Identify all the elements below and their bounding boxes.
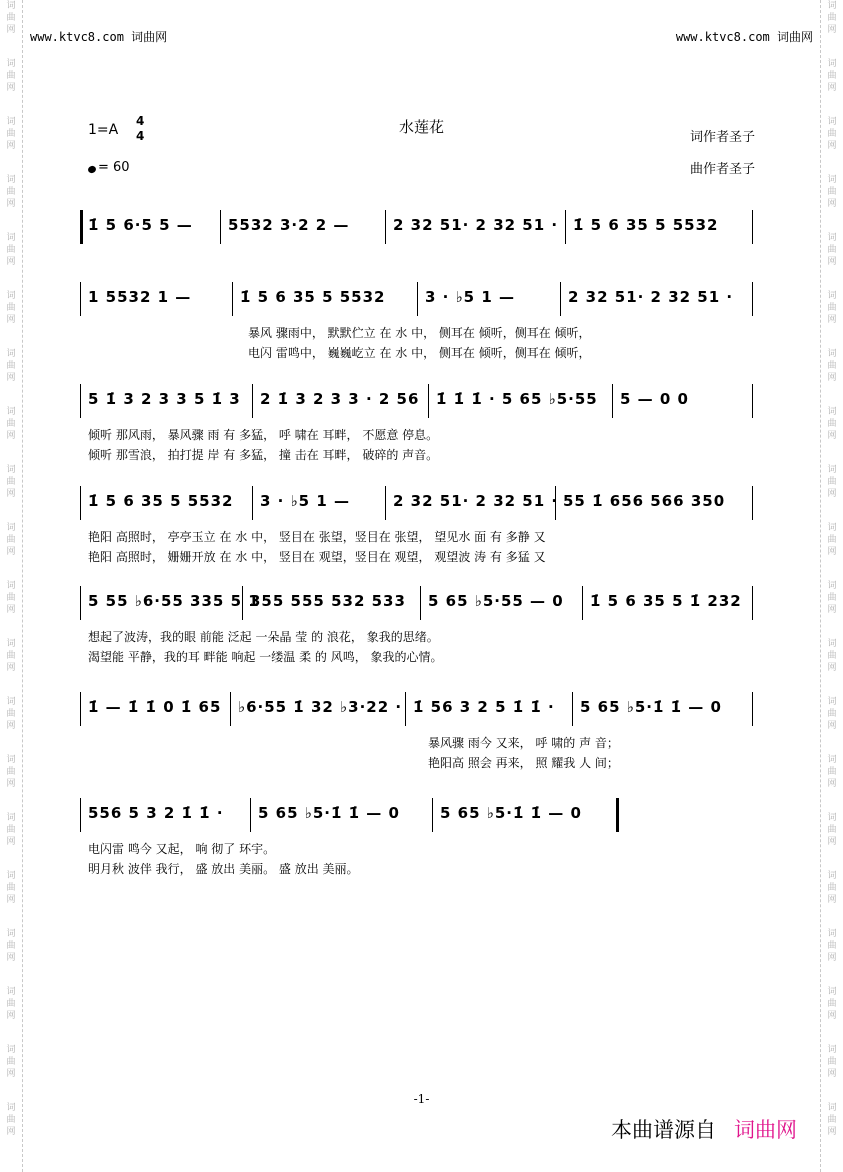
edge-watermark-char: 网 — [827, 199, 837, 209]
score-system — [88, 210, 754, 244]
edge-watermark-char: 网 — [6, 199, 16, 209]
edge-watermark-char: 曲 — [6, 999, 16, 1009]
bar-line — [582, 586, 583, 620]
edge-watermark-char: 网 — [827, 25, 837, 35]
time-bottom: 4 — [136, 129, 145, 143]
edge-watermark-char: 网 — [827, 547, 837, 557]
left-dashed-border — [22, 0, 23, 1172]
edge-watermark-char: 曲 — [6, 709, 16, 719]
score-system — [88, 486, 754, 564]
edge-watermark-char: 网 — [6, 953, 16, 963]
measure: 2 32 51· 2 32 51 · — [568, 288, 734, 306]
edge-watermark-char: 网 — [827, 1069, 837, 1079]
edge-watermark-char: 网 — [827, 895, 837, 905]
edge-watermark — [6, 290, 15, 326]
measure: 5 65 ♭5·1̇ 1̇ — 0 — [258, 804, 400, 822]
bar-line — [80, 586, 81, 620]
edge-watermark-char: 曲 — [827, 245, 837, 255]
edge-watermark-char: 词 — [6, 1, 16, 11]
edge-watermark-char: 网 — [6, 83, 16, 93]
edge-watermark-char: 网 — [827, 953, 837, 963]
system-staff — [88, 486, 754, 520]
edge-watermark-char: 网 — [6, 1127, 16, 1137]
measure: 1̇ 1̇ 1̇ · 5 65 ♭5·55 — [436, 390, 598, 408]
edge-watermark-char: 词 — [6, 291, 16, 301]
edge-watermark — [6, 406, 15, 442]
edge-watermark-char: 网 — [6, 1069, 16, 1079]
system-staff — [88, 210, 754, 244]
edge-watermark-char: 曲 — [6, 593, 16, 603]
edge-watermark-char: 词 — [6, 117, 16, 127]
end-bar-line — [752, 282, 753, 316]
edge-watermark — [6, 638, 15, 674]
composer-credit: 曲作者圣子 — [689, 162, 755, 177]
edge-watermark-char: 词 — [6, 523, 16, 533]
measure: 3 · ♭5 1 — — [425, 288, 515, 306]
bar-line — [80, 210, 83, 244]
edge-watermark-char: 网 — [6, 431, 16, 441]
time-signature — [136, 114, 144, 144]
site-header-left[interactable]: www.ktvc8.com 词曲网 — [30, 30, 168, 44]
bar-line — [242, 586, 243, 620]
lyric-line-2: 倾听 那雪浪， 拍打提 岸 有 多猛， 撞 击在 耳畔， 破碎的 声音。 — [88, 448, 439, 462]
edge-watermark-char: 词 — [6, 407, 16, 417]
measure: 355 555 532 533 — [250, 592, 406, 610]
score-system — [88, 384, 754, 462]
edge-watermark-char: 词 — [827, 697, 837, 707]
lyric-line-1: 想起了波涛，我的眼 前能 泛起 一朵晶 莹 的 浪花， 象我的思绪。 — [88, 630, 439, 644]
measure: 2 32 51· 2 32 51 · — [393, 492, 559, 510]
lyric-line-2: 电闪 雷鸣中， 巍巍屹立 在 水 中， 侧耳在 倾听，侧耳在 倾听， — [248, 346, 591, 360]
edge-watermark — [827, 696, 836, 732]
measure: 1̇ 5 6 35 5 5532 — [573, 216, 719, 234]
edge-watermark-char: 曲 — [6, 129, 16, 139]
bar-line — [220, 210, 221, 244]
edge-watermark-char: 词 — [6, 59, 16, 69]
measure: 1̇ 56 3 2 5 1̇ 1̇ · — [413, 698, 555, 716]
edge-watermark-char: 网 — [6, 315, 16, 325]
measure: 2 32 51· 2 32 51 · — [393, 216, 559, 234]
measure: 1̇ — 1̇ 1̇ 0 1̇ 65 — [88, 698, 222, 716]
edge-watermark-char: 网 — [6, 895, 16, 905]
edge-watermark-char: 网 — [6, 141, 16, 151]
end-bar-line — [752, 692, 753, 726]
edge-watermark-char: 词 — [827, 813, 837, 823]
edge-watermark-char: 曲 — [6, 883, 16, 893]
page-number: -1- — [413, 1092, 430, 1106]
score-system — [88, 282, 754, 360]
edge-watermark-char: 网 — [827, 1011, 837, 1021]
edge-watermark-char: 词 — [6, 233, 16, 243]
system-staff — [88, 586, 754, 620]
edge-watermark-char: 网 — [827, 257, 837, 267]
edge-watermark-char: 词 — [6, 639, 16, 649]
edge-watermark-char: 词 — [827, 407, 837, 417]
edge-watermark — [6, 986, 15, 1022]
bar-line — [80, 384, 81, 418]
bar-line — [420, 586, 421, 620]
lyric-line-1: 暴风 骤雨中， 默默伫立 在 水 中， 侧耳在 倾听，侧耳在 倾听， — [248, 326, 591, 340]
edge-watermark — [827, 174, 836, 210]
lyricist-credit: 词作者圣子 — [689, 130, 755, 145]
measure: 5 65 ♭5·55 — 0 — [428, 592, 564, 610]
measure: 1̇ 5 6 35 5 1̇ 232 — [590, 592, 742, 610]
edge-watermark-char: 词 — [827, 523, 837, 533]
measure: 1̇ 5 6 35 5 5532 — [88, 492, 234, 510]
score-system — [88, 586, 754, 664]
lyric-line-2: 渴望能 平静，我的耳 畔能 响起 一缕温 柔 的 风鸣， 象我的心情。 — [88, 650, 443, 664]
edge-watermark-char: 词 — [6, 349, 16, 359]
edge-watermark-char: 曲 — [6, 477, 16, 487]
bar-line — [232, 282, 233, 316]
measure: 556 5 3 2 1̇ 1̇ · — [88, 804, 224, 822]
edge-watermark — [827, 812, 836, 848]
edge-watermark — [827, 928, 836, 964]
measure: ♭6·55 1̇ 32 ♭3·22 · — [238, 698, 403, 716]
edge-watermark-char: 曲 — [827, 825, 837, 835]
end-bar-line — [752, 486, 753, 520]
end-bar-line — [752, 586, 753, 620]
edge-watermark-char: 词 — [827, 117, 837, 127]
edge-watermark-char: 词 — [6, 581, 16, 591]
edge-watermark-char: 曲 — [827, 941, 837, 951]
bar-line — [250, 798, 251, 832]
edge-watermark — [827, 1102, 836, 1138]
measure: 55 1̇ 656 566 350 — [563, 492, 726, 510]
measure: 5 1̇ 3 2 3 3 5 1̇ 3 — [88, 390, 241, 408]
edge-watermark-char: 曲 — [827, 999, 837, 1009]
edge-watermark — [6, 232, 15, 268]
edge-watermark — [6, 1102, 15, 1138]
source-note — [611, 1114, 797, 1144]
bar-line — [560, 282, 561, 316]
edge-watermark-char: 曲 — [6, 187, 16, 197]
edge-watermark-char: 词 — [6, 987, 16, 997]
score-system — [88, 692, 754, 770]
edge-watermark — [6, 696, 15, 732]
lyric-line-2: 明月秋 波伴 我行， 盛 放出 美丽。 盛 放出 美丽。 — [88, 862, 359, 876]
bar-line — [252, 384, 253, 418]
edge-watermark-char: 曲 — [6, 71, 16, 81]
edge-watermark-char: 网 — [827, 779, 837, 789]
edge-watermark-char: 词 — [6, 1103, 16, 1113]
bar-line — [555, 486, 556, 520]
edge-watermark — [6, 754, 15, 790]
left-watermark-column — [0, 0, 22, 1172]
bar-line — [80, 282, 81, 316]
time-top: 4 — [136, 114, 145, 128]
edge-watermark-char: 词 — [827, 59, 837, 69]
edge-watermark — [6, 1044, 15, 1080]
edge-watermark — [827, 522, 836, 558]
edge-watermark-char: 曲 — [827, 767, 837, 777]
edge-watermark — [6, 0, 15, 36]
edge-watermark-char: 网 — [827, 489, 837, 499]
edge-watermark-char: 词 — [827, 175, 837, 185]
edge-watermark-char: 网 — [827, 663, 837, 673]
edge-watermark-char: 曲 — [827, 129, 837, 139]
edge-watermark-char: 词 — [827, 465, 837, 475]
edge-watermark-char: 曲 — [6, 535, 16, 545]
edge-watermark-char: 网 — [827, 373, 837, 383]
edge-watermark-char: 词 — [827, 349, 837, 359]
edge-watermark — [6, 58, 15, 94]
edge-watermark-char: 曲 — [827, 1115, 837, 1125]
edge-watermark-char: 曲 — [6, 13, 16, 23]
measure: 2 1̇ 3 2 3 3 · 2 56 — [260, 390, 420, 408]
edge-watermark-char: 曲 — [827, 71, 837, 81]
bar-line — [252, 486, 253, 520]
measure: 5 55 ♭6·55 335 5 1 — [88, 592, 260, 610]
edge-watermark — [6, 580, 15, 616]
edge-watermark-char: 曲 — [6, 941, 16, 951]
end-bar-line — [752, 210, 753, 244]
bar-line — [612, 384, 613, 418]
bar-line — [565, 210, 566, 244]
score-system — [88, 798, 754, 876]
bar-line — [385, 210, 386, 244]
edge-watermark-char: 网 — [6, 25, 16, 35]
system-staff — [88, 798, 754, 832]
end-bar-line — [752, 384, 753, 418]
measure: 5 65 ♭5·1̇ 1̇ — 0 — [440, 804, 582, 822]
edge-watermark — [6, 348, 15, 384]
edge-watermark-char: 网 — [827, 83, 837, 93]
edge-watermark-char: 曲 — [827, 651, 837, 661]
edge-watermark-char: 曲 — [827, 535, 837, 545]
edge-watermark-char: 网 — [827, 141, 837, 151]
measure: 1 5532 1 — — [88, 288, 192, 306]
edge-watermark-char: 词 — [6, 929, 16, 939]
edge-watermark-char: 词 — [6, 1045, 16, 1055]
lyric-line-1: 电闪雷 鸣今 又起， 响 彻了 环宇。 — [88, 842, 276, 856]
system-staff — [88, 692, 754, 726]
edge-watermark-char: 网 — [827, 1127, 837, 1137]
edge-watermark-char: 词 — [827, 755, 837, 765]
edge-watermark-char: 网 — [6, 547, 16, 557]
system-staff — [88, 384, 754, 418]
edge-watermark-char: 网 — [827, 837, 837, 847]
edge-watermark-char: 词 — [827, 233, 837, 243]
tempo-marking — [88, 160, 130, 175]
right-watermark-column — [821, 0, 843, 1172]
edge-watermark-char: 网 — [827, 721, 837, 731]
measure: 5532 3·2 2 — — [228, 216, 350, 234]
edge-watermark-char: 网 — [6, 489, 16, 499]
edge-watermark-char: 曲 — [6, 361, 16, 371]
edge-watermark-char: 曲 — [827, 709, 837, 719]
end-bar-line — [616, 798, 619, 832]
bar-line — [80, 798, 81, 832]
edge-watermark-char: 词 — [827, 291, 837, 301]
edge-watermark-char: 词 — [6, 697, 16, 707]
edge-watermark-char: 网 — [6, 257, 16, 267]
edge-watermark — [827, 406, 836, 442]
edge-watermark-char: 词 — [827, 1103, 837, 1113]
bar-line — [385, 486, 386, 520]
bar-line — [432, 798, 433, 832]
bar-line — [428, 384, 429, 418]
tempo-value: = 60 — [98, 160, 130, 175]
edge-watermark — [6, 870, 15, 906]
measure: 3 · ♭5 1 — — [260, 492, 350, 510]
edge-watermark-char: 网 — [6, 779, 16, 789]
edge-watermark-char: 词 — [827, 1, 837, 11]
edge-watermark — [827, 232, 836, 268]
edge-watermark-char: 网 — [6, 837, 16, 847]
edge-watermark-char: 网 — [6, 1011, 16, 1021]
edge-watermark-char: 曲 — [827, 13, 837, 23]
edge-watermark — [827, 580, 836, 616]
edge-watermark-char: 曲 — [6, 245, 16, 255]
edge-watermark — [827, 870, 836, 906]
edge-watermark — [827, 290, 836, 326]
edge-watermark-char: 词 — [6, 871, 16, 881]
source-text: 本曲谱源自 — [611, 1118, 716, 1142]
edge-watermark — [827, 638, 836, 674]
edge-watermark-char: 曲 — [6, 419, 16, 429]
edge-watermark-char: 网 — [6, 373, 16, 383]
edge-watermark-char: 曲 — [827, 477, 837, 487]
bar-line — [572, 692, 573, 726]
quarter-note-icon — [87, 165, 97, 174]
bar-line — [230, 692, 231, 726]
lyric-line-1: 艳阳 高照时， 亭亭玉立 在 水 中， 竖目在 张望，竖目在 张望， 望见水 面 有 多静 又 — [88, 530, 546, 544]
measure: 5 65 ♭5·1̇ 1̇ — 0 — [580, 698, 722, 716]
edge-watermark-char: 词 — [827, 929, 837, 939]
site-header-right[interactable]: www.ktvc8.com 词曲网 — [675, 30, 813, 44]
edge-watermark-char: 曲 — [6, 303, 16, 313]
edge-watermark-char: 词 — [827, 871, 837, 881]
measure: 1̇ 5 6·5 5 — — [88, 216, 193, 234]
measure: 5 — 0 0 — [620, 390, 689, 408]
edge-watermark-char: 词 — [827, 639, 837, 649]
lyric-line-2: 艳阳高 照会 再来， 照 耀我 人 间； — [428, 756, 619, 770]
edge-watermark-char: 词 — [6, 755, 16, 765]
key-signature: 1=A — [88, 122, 119, 138]
edge-watermark-char: 词 — [827, 987, 837, 997]
edge-watermark-char: 曲 — [6, 651, 16, 661]
edge-watermark — [827, 348, 836, 384]
system-staff — [88, 282, 754, 316]
edge-watermark-char: 曲 — [6, 825, 16, 835]
song-title: 水莲花 — [398, 118, 444, 136]
edge-watermark-char: 曲 — [827, 883, 837, 893]
edge-watermark-char: 曲 — [827, 419, 837, 429]
edge-watermark-char: 词 — [827, 1045, 837, 1055]
edge-watermark-char: 曲 — [827, 1057, 837, 1067]
bar-line — [80, 486, 81, 520]
edge-watermark-char: 曲 — [827, 593, 837, 603]
edge-watermark-char: 网 — [6, 605, 16, 615]
edge-watermark — [6, 522, 15, 558]
edge-watermark — [827, 986, 836, 1022]
edge-watermark — [827, 754, 836, 790]
edge-watermark-char: 曲 — [6, 1057, 16, 1067]
lyric-line-1: 倾听 那风雨， 暴风骤 雨 有 多猛， 呼 啸在 耳畔， 不愿意 停息。 — [88, 428, 439, 442]
bar-line — [405, 692, 406, 726]
edge-watermark — [827, 464, 836, 500]
lyric-line-1: 暴风骤 雨今 又来， 呼 啸的 声 音； — [428, 736, 619, 750]
bar-line — [417, 282, 418, 316]
edge-watermark-char: 曲 — [6, 767, 16, 777]
edge-watermark — [6, 812, 15, 848]
edge-watermark — [827, 0, 836, 36]
edge-watermark-char: 词 — [827, 581, 837, 591]
source-brand-link[interactable]: 词曲网 — [734, 1118, 797, 1142]
edge-watermark — [827, 1044, 836, 1080]
edge-watermark — [827, 58, 836, 94]
edge-watermark — [6, 464, 15, 500]
edge-watermark-char: 曲 — [827, 361, 837, 371]
lyric-line-2: 艳阳 高照时， 姗姗开放 在 水 中， 竖目在 观望，竖目在 观望， 观望波 涛 有 多猛 又 — [88, 550, 546, 564]
bar-line — [80, 692, 81, 726]
edge-watermark-char: 词 — [6, 813, 16, 823]
edge-watermark — [6, 174, 15, 210]
edge-watermark — [6, 928, 15, 964]
edge-watermark-char: 网 — [827, 315, 837, 325]
edge-watermark-char: 网 — [6, 721, 16, 731]
edge-watermark-char: 网 — [6, 663, 16, 673]
edge-watermark-char: 曲 — [6, 1115, 16, 1125]
edge-watermark-char: 词 — [6, 465, 16, 475]
edge-watermark-char: 词 — [6, 175, 16, 185]
edge-watermark-char: 网 — [827, 431, 837, 441]
measure: 1̇ 5 6 35 5 5532 — [240, 288, 386, 306]
edge-watermark-char: 网 — [827, 605, 837, 615]
edge-watermark-char: 曲 — [827, 303, 837, 313]
edge-watermark-char: 曲 — [827, 187, 837, 197]
